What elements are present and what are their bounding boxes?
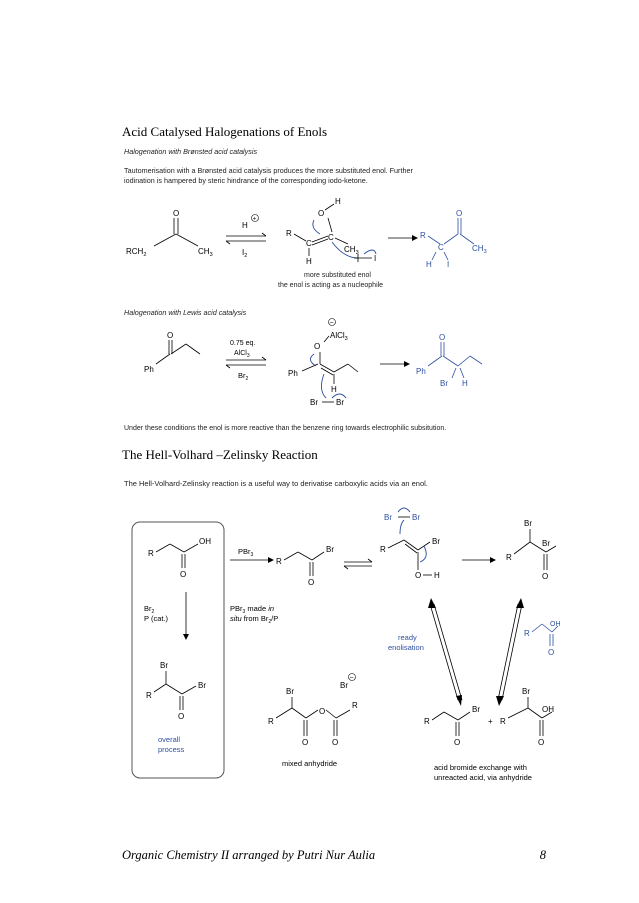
reagent-h: H <box>242 221 248 230</box>
bromide-ion <box>340 674 356 691</box>
mixed-anhydride-structure <box>268 687 358 747</box>
bronsted-desc-line1: Tautomerisation with a Brønsted acid catalysis produces the more substituted enol. Further <box>124 166 413 175</box>
svg-text:R: R <box>506 553 512 562</box>
reaction-scheme-hvz <box>118 474 561 804</box>
reagent-alcl3: AlCl$_3$ <box>234 350 250 359</box>
svg-text:O: O <box>319 707 326 716</box>
lewis-note: Under these conditions the enol is more reactive than the benzene ring towards electrophilic subsitution. <box>124 425 447 432</box>
reaction-scheme-acid-halogenation <box>118 146 558 436</box>
exchange-caption-line1: acid bromide exchange with <box>434 763 527 772</box>
svg-text:C: C <box>328 233 334 242</box>
svg-text:R: R <box>146 691 152 700</box>
svg-text:Ph: Ph <box>416 367 426 376</box>
svg-text:AlCl3: AlCl$_3$ <box>330 331 348 342</box>
svg-text:+: + <box>252 216 257 223</box>
svg-text:R: R <box>500 717 506 726</box>
enolisation-caption-line2: enolisation <box>388 643 424 652</box>
svg-text:Br: Br <box>326 545 334 554</box>
label-o: O <box>173 209 180 218</box>
box-reagent-p: P (cat.) <box>144 614 169 623</box>
phenyl-ketone-structure <box>144 331 200 374</box>
exchange-caption-line2: unreacted acid, via anhydride <box>434 773 532 782</box>
svg-text:+: + <box>488 717 493 726</box>
svg-text:C: C <box>306 239 312 248</box>
enolisation-caption-line1: ready <box>398 633 417 642</box>
diagonal-arrows-right <box>496 598 524 706</box>
svg-text:Br: Br <box>198 681 206 690</box>
svg-text:CH3: $CH_3$ <box>472 244 487 255</box>
bronsted-title: Halogenation with Brønsted acid catalysis <box>124 147 258 156</box>
label-ch3: $CH_3$ <box>198 247 213 258</box>
svg-text:O: O <box>308 578 315 587</box>
svg-text:Br: Br <box>472 705 480 714</box>
page-number: 8 <box>539 848 546 862</box>
svg-text:Br: Br <box>522 687 530 696</box>
svg-text:R: R <box>380 545 386 554</box>
section-heading-acid-halogenation: Acid Catalysed Halogenations of Enols <box>122 124 328 139</box>
enol-bromide-structure <box>380 508 440 580</box>
svg-text:−: − <box>329 320 334 327</box>
svg-text:Br: Br <box>412 513 420 522</box>
lewis-title: Halogenation with Lewis acid catalysis <box>124 308 247 317</box>
svg-text:O: O <box>439 333 446 342</box>
svg-text:Br: Br <box>432 537 440 546</box>
section-heading-hvz: The Hell-Volhard –Zelinsky Reaction <box>122 447 318 462</box>
svg-text:H: H <box>331 385 337 394</box>
exchange-products <box>424 687 554 747</box>
iodo-ketone-structure <box>420 209 487 269</box>
box-reagent-br2: $Br_2$ <box>144 604 155 615</box>
reagent-eq: 0.75 eq. <box>230 340 256 347</box>
svg-text:Br: Br <box>340 681 348 690</box>
svg-text:R: R <box>420 231 426 240</box>
carboxylic-acid-structure <box>148 537 211 579</box>
bromo-ketone-structure <box>416 333 482 388</box>
svg-text:O: O <box>314 342 321 351</box>
svg-text:I: I <box>374 254 377 263</box>
svg-text:Br: Br <box>542 539 550 548</box>
svg-text:Ph: Ph <box>288 369 298 378</box>
svg-text:O: O <box>167 331 174 340</box>
svg-text:O: O <box>302 738 309 747</box>
svg-text:O: O <box>542 572 549 581</box>
svg-text:R: R <box>276 557 282 566</box>
svg-text:O: O <box>180 570 187 579</box>
reagent-br2: $Br_2$ <box>238 371 249 382</box>
svg-text:R: R <box>524 629 530 638</box>
pbr3-note-line1: PBr$_3$ made in <box>230 604 275 615</box>
enol-structure <box>286 197 376 266</box>
svg-text:Br: Br <box>336 398 344 407</box>
svg-text:−: − <box>349 675 354 682</box>
svg-text:O: O <box>318 209 325 218</box>
equilibrium-arrow-1 <box>226 215 266 260</box>
svg-text:OH: OH <box>550 621 561 628</box>
blue-acid-structure <box>524 621 561 657</box>
svg-text:O: O <box>178 712 185 721</box>
svg-text:Ph: Ph <box>144 365 154 374</box>
equilibrium-arrow-2 <box>226 340 266 382</box>
overall-caption-line2: process <box>158 745 185 754</box>
acid-bromide-structure <box>276 545 334 587</box>
svg-text:O: O <box>548 648 555 657</box>
svg-text:O: O <box>454 738 461 747</box>
bromo-acid-bromide-box <box>146 661 206 721</box>
svg-text:OH: OH <box>542 705 554 714</box>
svg-text:Br: Br <box>440 379 448 388</box>
svg-text:OH: OH <box>199 537 211 546</box>
svg-text:Br: Br <box>160 661 168 670</box>
svg-text:R: R <box>352 701 358 710</box>
svg-text:H: H <box>335 197 341 206</box>
svg-text:H: H <box>462 379 468 388</box>
svg-text:O: O <box>332 738 339 747</box>
svg-text:O: O <box>415 571 422 580</box>
bronsted-desc-line2: iodination is hampered by steric hindrance of the corresponding iodo-ketone. <box>124 176 368 185</box>
svg-text:O: O <box>456 209 463 218</box>
hvz-intro: The Hell-Volhard-Zelinsky reaction is a useful way to derivatise carboxylic acids via an enol. <box>124 479 428 488</box>
footer-title: Organic Chemistry II arranged by Putri Nur Aulia <box>122 848 376 862</box>
figure-acid-halogenation <box>118 146 558 441</box>
svg-text:H: H <box>306 257 312 266</box>
svg-text:H: H <box>426 260 432 269</box>
svg-text:Br: Br <box>384 513 392 522</box>
svg-text:O: O <box>538 738 545 747</box>
bronsted-caption-line2: the enol is acting as a nucleophile <box>278 282 384 289</box>
svg-text:R: R <box>148 549 154 558</box>
label-rch2: $RCH_2$ <box>126 247 147 258</box>
svg-text:C: C <box>438 243 444 252</box>
svg-text:H: H <box>434 571 440 580</box>
svg-text:R: R <box>268 717 274 726</box>
svg-text:Br: Br <box>524 519 532 528</box>
svg-text:I: I <box>447 260 450 269</box>
svg-text:R: R <box>286 229 292 238</box>
page-footer <box>122 848 546 863</box>
reagent-pbr3: PBr$_3$ <box>238 547 254 558</box>
bromo-acid-bromide-structure <box>506 519 556 581</box>
diagonal-arrows-left <box>428 598 462 706</box>
mixed-anhydride-caption: mixed anhydride <box>282 759 338 768</box>
reagent-i2: $I_2$ <box>242 248 248 259</box>
figure-hvz <box>118 474 561 809</box>
bronsted-caption-line1: more substituted enol <box>304 272 371 279</box>
enol-alcl3-structure <box>288 319 358 408</box>
ketone-structure <box>126 209 213 258</box>
overall-caption-line1: overall <box>158 735 181 744</box>
pbr3-note-line2: situ from $Br_2/P$ <box>230 614 279 625</box>
svg-text:Br: Br <box>286 687 294 696</box>
svg-text:R: R <box>424 717 430 726</box>
svg-text:CH3: $CH_3$ <box>344 245 359 256</box>
svg-text:Br: Br <box>310 398 318 407</box>
